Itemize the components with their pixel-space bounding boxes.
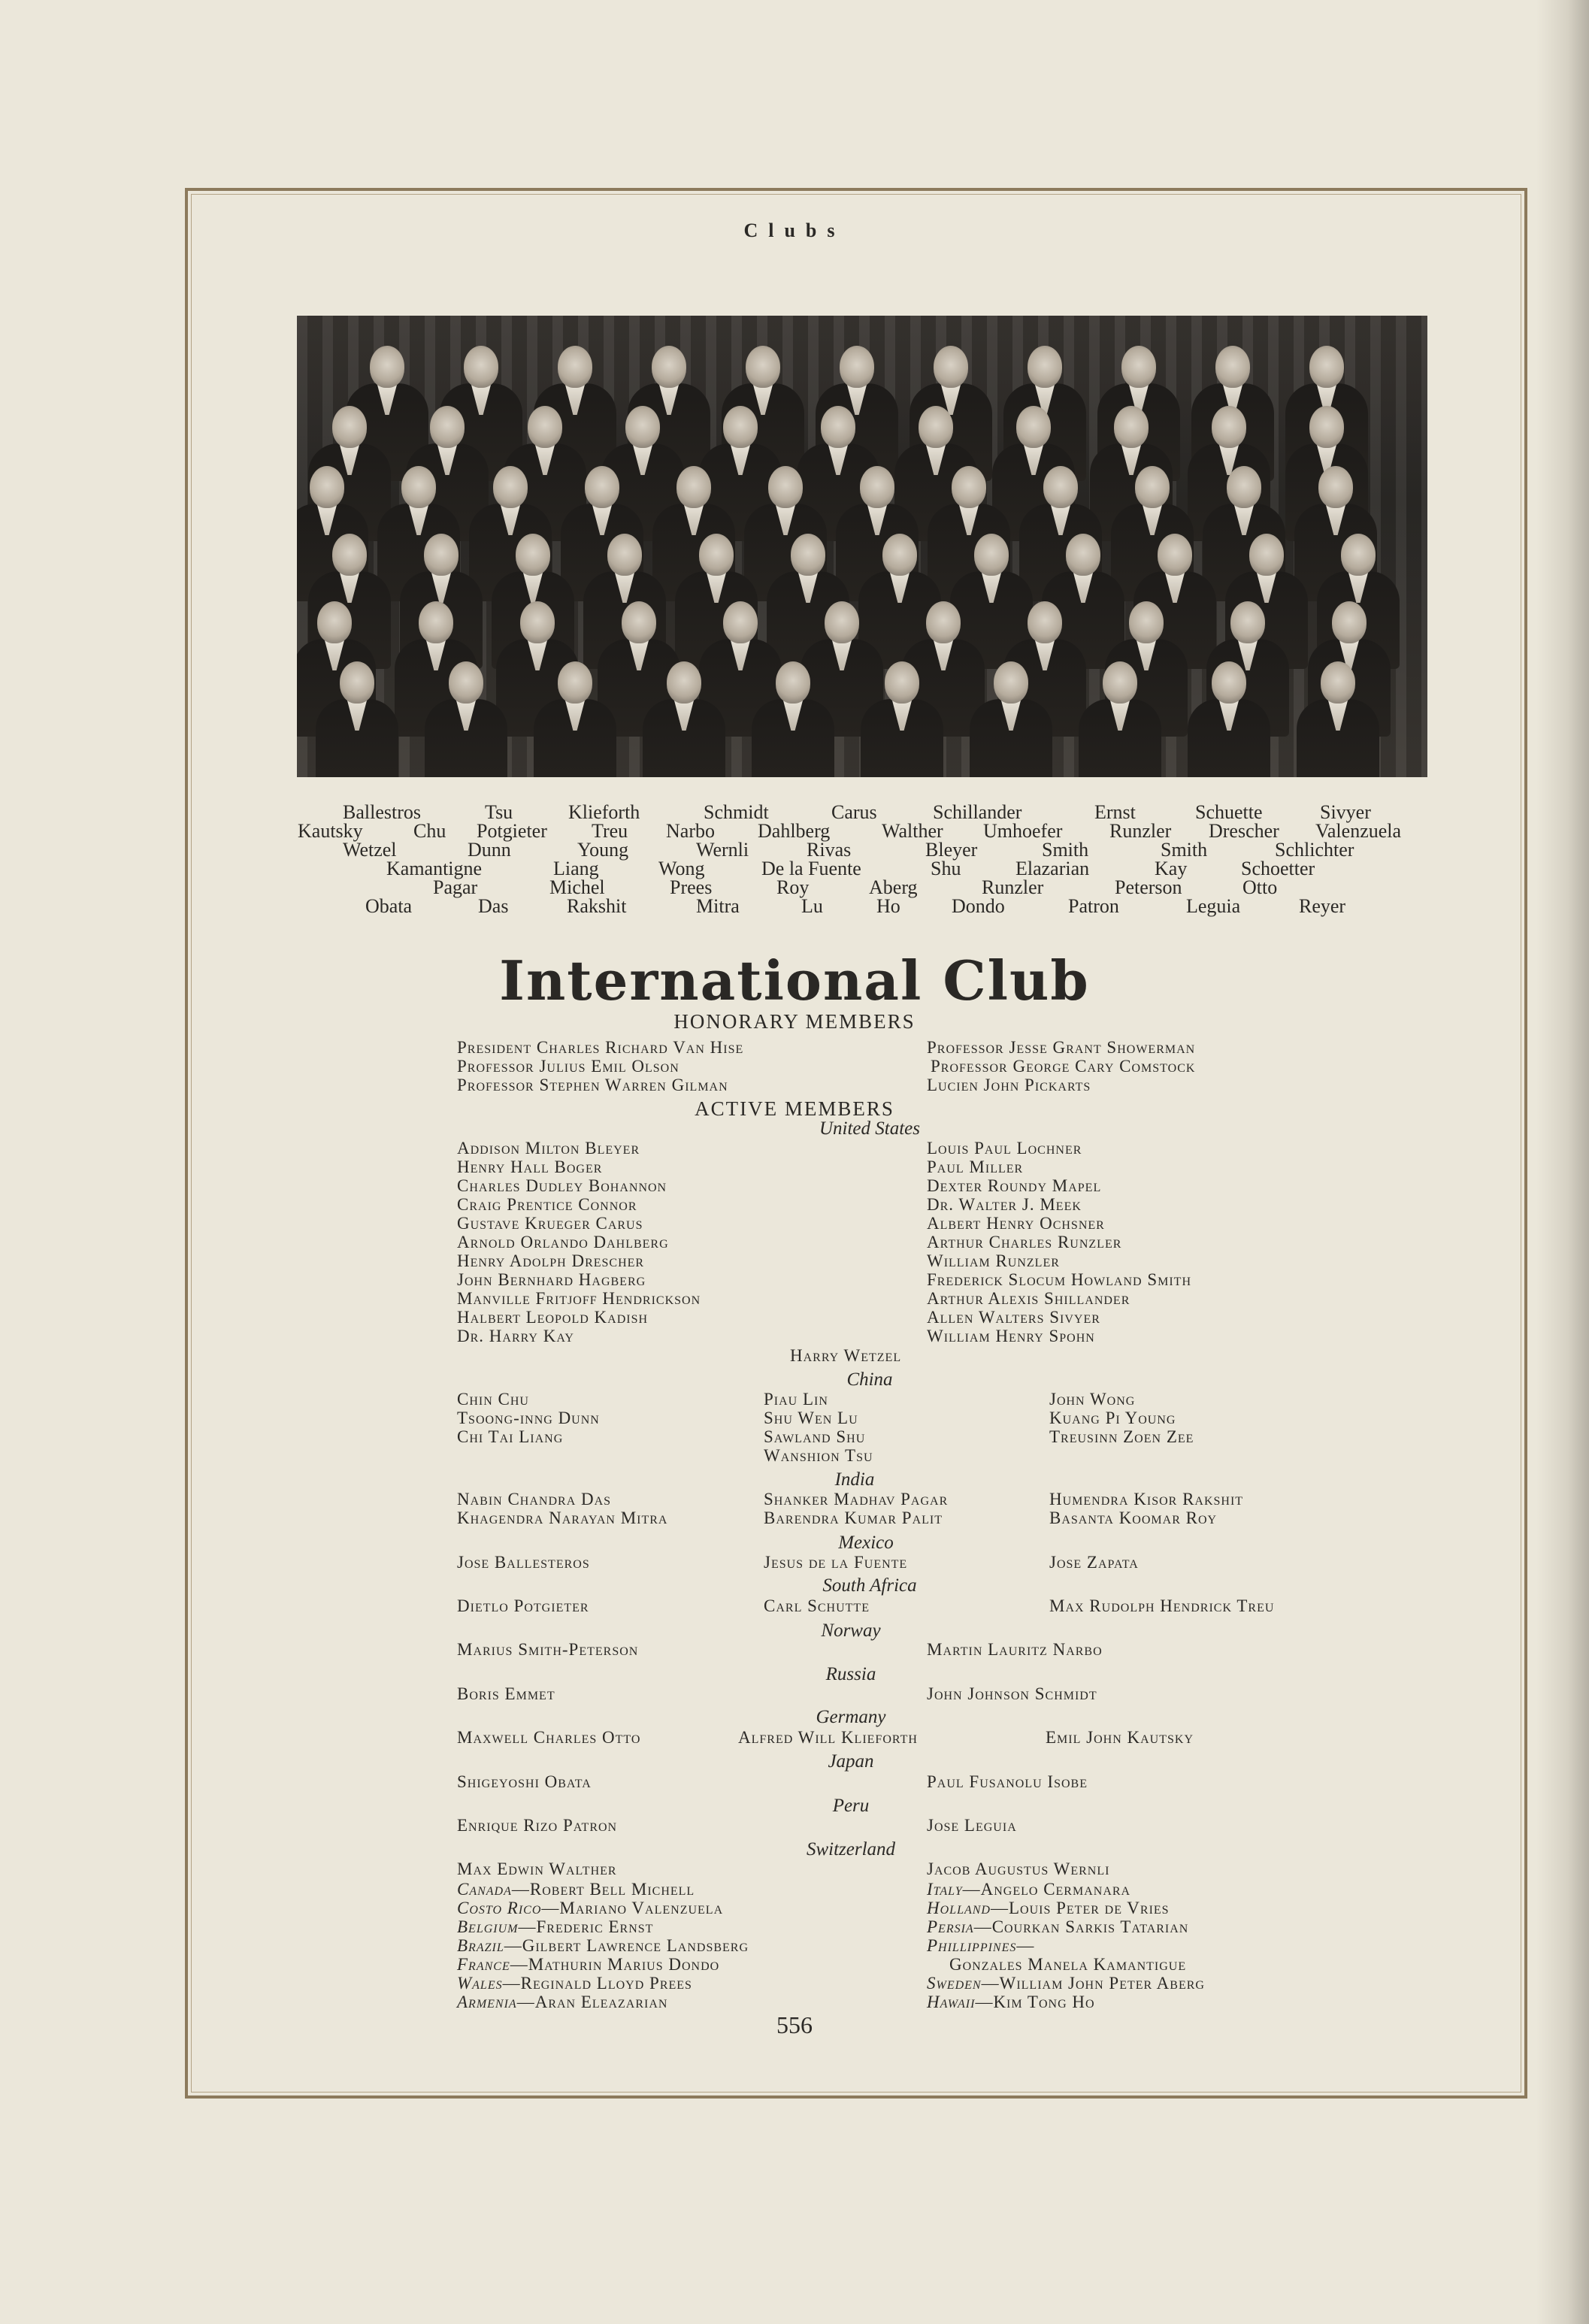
member-name: President Charles Richard Van Hise (457, 1038, 744, 1057)
caption-name: Sivyer (1320, 801, 1371, 823)
caption-name: Schlichter (1275, 839, 1354, 861)
person-head (1215, 346, 1250, 388)
person-figure (752, 661, 834, 777)
member-name: Tsoong-inng Dunn (457, 1409, 600, 1427)
caption-row-6 (0, 897, 1589, 916)
caption-name: Rivas (807, 839, 852, 861)
member-name: Manville Fritjoff Hendrickson (457, 1289, 701, 1308)
country-name: Costo Rico (457, 1899, 542, 1917)
caption-name: Ernst (1094, 801, 1136, 823)
caption-row-5 (0, 878, 1589, 897)
caption-name: Valenzuela (1315, 820, 1402, 842)
country-label: China (846, 1369, 893, 1390)
person-head (934, 346, 968, 388)
member-name: Dietlo Potgieter (457, 1596, 589, 1615)
member-name: Professor Jesse Grant Showerman (927, 1038, 1196, 1057)
dash: — (973, 1917, 992, 1936)
member-name: Aran Eleazarian (534, 1993, 668, 2011)
caption-name: Shu (931, 858, 961, 879)
person-head (974, 534, 1009, 576)
person-figure (1297, 661, 1379, 777)
country-name: Phillippines (927, 1936, 1017, 1955)
person-head (825, 601, 859, 643)
person-head (1129, 601, 1164, 643)
member-name: Gilbert Lawrence Landsberg (522, 1936, 749, 1955)
country-member-entry (457, 1974, 692, 1993)
member-name: Dr. Harry Kay (457, 1327, 574, 1345)
member-name: Carl Schutte (764, 1596, 870, 1615)
member-name: Paul Fusanolu Isobe (927, 1772, 1088, 1791)
person-head (776, 661, 810, 704)
dash: — (504, 1936, 522, 1955)
person-head (699, 534, 734, 576)
person-head (1321, 661, 1355, 704)
person-figure (425, 661, 507, 777)
person-head (821, 406, 855, 448)
active-members-heading: ACTIVE MEMBERS (695, 1097, 894, 1120)
caption-name: Otto (1242, 876, 1278, 898)
member-name: Professor George Cary Comstock (931, 1057, 1196, 1076)
person-head (332, 534, 367, 576)
member-name: Treusinn Zoen Zee (1049, 1427, 1194, 1446)
caption-name: Schoetter (1241, 858, 1315, 879)
dash: — (510, 1955, 528, 1974)
caption-name: Narbo (666, 820, 715, 842)
person-head (317, 601, 352, 643)
dash: — (511, 1880, 530, 1899)
person-head (464, 346, 498, 388)
caption-name: Prees (670, 876, 713, 898)
member-name: Charles Dudley Bohannon (457, 1176, 667, 1195)
person-head (919, 406, 953, 448)
member-name: Professor Julius Emil Olson (457, 1057, 679, 1076)
dash: — (516, 1993, 535, 2011)
country-label: Russia (825, 1664, 876, 1684)
person-head (332, 406, 367, 448)
person-head (430, 406, 465, 448)
caption-name: Walther (882, 820, 943, 842)
person-head (791, 534, 825, 576)
member-name: Lucien John Pickarts (927, 1076, 1091, 1094)
page-edge-shadow (1536, 0, 1589, 2324)
person-head (926, 601, 961, 643)
member-name: Allen Walters Sivyer (927, 1308, 1100, 1327)
member-name: John Bernhard Hagberg (457, 1270, 646, 1289)
member-name: Emil John Kautsky (1046, 1728, 1194, 1747)
person-head (885, 661, 919, 704)
person-head (667, 661, 701, 704)
caption-name: Patron (1068, 895, 1119, 917)
person-head (768, 466, 803, 508)
member-name: Shigeyoshi Obata (457, 1772, 592, 1791)
member-name: Barendra Kumar Palit (764, 1508, 943, 1527)
person-figure (1188, 661, 1270, 777)
person-head (1227, 466, 1261, 508)
caption-name: Umhoefer (983, 820, 1063, 842)
person-head (994, 661, 1028, 704)
country-name: Armenia (457, 1993, 517, 2011)
caption-name: Carus (831, 801, 877, 823)
caption-name: Runzler (1109, 820, 1172, 842)
person-head (585, 466, 619, 508)
country-label: United States (819, 1118, 920, 1139)
person-head (652, 346, 686, 388)
group-photograph (297, 316, 1427, 777)
dash: — (962, 1880, 981, 1899)
member-name: Jacob Augustus Wernli (927, 1860, 1110, 1878)
person-head (1249, 534, 1284, 576)
caption-name: Dunn (468, 839, 511, 861)
member-name: Arnold Orlando Dahlberg (457, 1233, 669, 1251)
person-head (860, 466, 894, 508)
country-member-entry (927, 1880, 1130, 1899)
caption-name: Drescher (1209, 820, 1279, 842)
member-name: Humendra Kisor Rakshit (1049, 1490, 1244, 1508)
member-name: Dr. Walter J. Meek (927, 1195, 1082, 1214)
caption-name: Smith (1042, 839, 1089, 861)
caption-name: Peterson (1115, 876, 1182, 898)
member-name: Chin Chu (457, 1390, 529, 1409)
country-label: Germany (816, 1707, 886, 1727)
member-name: Nabin Chandra Das (457, 1490, 612, 1508)
member-name: Wanshion Tsu (764, 1446, 873, 1465)
member-name: Jose Zapata (1049, 1553, 1139, 1572)
member-name: Max Rudolph Hendrick Treu (1049, 1596, 1275, 1615)
dash: — (975, 1993, 994, 2011)
caption-name: Aberg (869, 876, 918, 898)
person-head (1230, 601, 1265, 643)
caption-name: Dondo (952, 895, 1005, 917)
country-label: Switzerland (806, 1839, 896, 1860)
caption-name: Klieforth (568, 801, 640, 823)
person-head (516, 534, 550, 576)
country-member-entry (457, 1955, 719, 1974)
club-title: International Club (499, 949, 1090, 1012)
country-name: Holland (927, 1899, 991, 1917)
member-name: Maxwell Charles Otto (457, 1728, 641, 1747)
member-name: Angelo Cermanara (980, 1880, 1131, 1899)
member-name: Jose Ballesteros (457, 1553, 590, 1572)
member-name: Albert Henry Ochsner (927, 1214, 1105, 1233)
caption-name: Reyer (1299, 895, 1346, 917)
member-name: Jesus de la Fuente (764, 1553, 908, 1572)
country-label: South Africa (822, 1575, 917, 1596)
country-label: Peru (832, 1796, 870, 1816)
country-member-entry (927, 1993, 1095, 2012)
honorary-members-heading: HONORARY MEMBERS (673, 1010, 916, 1033)
country-label: Norway (821, 1620, 881, 1641)
member-name: Robert Bell Michell (529, 1880, 695, 1899)
person-head (1309, 346, 1344, 388)
country-member-entry (457, 1936, 749, 1956)
caption-name: Roy (776, 876, 810, 898)
member-name: Professor Stephen Warren Gilman (457, 1076, 728, 1094)
person-figure (643, 661, 725, 777)
person-head (840, 346, 874, 388)
member-name: Jose Leguia (927, 1816, 1017, 1835)
member-name: Khagendra Narayan Mitra (457, 1508, 668, 1527)
member-name: Kim Tong Ho (993, 1993, 1095, 2011)
person-head (882, 534, 917, 576)
caption-name: Potgieter (477, 820, 547, 842)
person-head (1121, 346, 1156, 388)
person-head (1066, 534, 1100, 576)
person-head (1318, 466, 1353, 508)
country-name: Hawaii (927, 1993, 976, 2011)
member-name: Louis Paul Lochner (927, 1139, 1082, 1157)
person-head (607, 534, 642, 576)
person-head (723, 601, 758, 643)
person-head (676, 466, 711, 508)
person-head (401, 466, 436, 508)
person-head (528, 406, 562, 448)
member-name: Martin Lauritz Narbo (927, 1640, 1103, 1659)
member-name: Max Edwin Walther (457, 1860, 617, 1878)
member-name: Craig Prentice Connor (457, 1195, 637, 1214)
member-name: Paul Miller (927, 1157, 1024, 1176)
person-figure (970, 661, 1052, 777)
member-name: Kuang Pi Young (1049, 1409, 1176, 1427)
caption-name: Dahlberg (758, 820, 831, 842)
caption-name: Ho (876, 895, 900, 917)
person-head (1332, 601, 1367, 643)
member-name: Chi Tai Liang (457, 1427, 564, 1446)
dash: — (1016, 1936, 1035, 1955)
member-name: Addison Milton Bleyer (457, 1139, 640, 1157)
member-name: William John Peter Aberg (999, 1974, 1205, 1993)
country-member-entry (457, 1993, 667, 2012)
person-head (1103, 661, 1137, 704)
caption-name: Schillander (933, 801, 1022, 823)
person-figure (534, 661, 616, 777)
member-name: Henry Hall Boger (457, 1157, 603, 1176)
person-head (952, 466, 986, 508)
country-label: Japan (828, 1751, 874, 1772)
person-head (340, 661, 374, 704)
member-name: Basanta Koomar Roy (1049, 1508, 1218, 1527)
member-name: John Johnson Schmidt (927, 1684, 1097, 1703)
person-figure (861, 661, 943, 777)
member-name: Boris Emmet (457, 1684, 555, 1703)
member-name: Frederic Ernst (536, 1917, 654, 1936)
person-head (1212, 661, 1246, 704)
member-name: William Runzler (927, 1251, 1060, 1270)
person-head (1043, 466, 1078, 508)
caption-name: Tsu (485, 801, 513, 823)
caption-name: Mitra (696, 895, 740, 917)
person-head (558, 661, 592, 704)
member-name: William Henry Spohn (927, 1327, 1095, 1345)
dash: — (541, 1899, 560, 1917)
caption-name: Runzler (982, 876, 1044, 898)
person-head (1028, 346, 1062, 388)
country-name: France (457, 1955, 510, 1974)
caption-name: Michel (549, 876, 605, 898)
member-name: Marius Smith-Peterson (457, 1640, 639, 1659)
person-head (493, 466, 528, 508)
caption-name: Wernli (696, 839, 749, 861)
caption-name: Treu (592, 820, 628, 842)
caption-name: Obata (365, 895, 413, 917)
person-head (1028, 601, 1062, 643)
country-member-entry (457, 1880, 695, 1899)
member-name: Courkan Sarkis Tatarian (991, 1917, 1189, 1936)
person-head (558, 346, 592, 388)
country-name: Persia (927, 1917, 974, 1936)
country-member-entry (457, 1917, 653, 1937)
caption-name: Das (478, 895, 509, 917)
caption-name: Ballestros (343, 801, 421, 823)
member-name: Sawland Shu (764, 1427, 866, 1446)
country-member-entry (457, 1899, 723, 1918)
caption-name: Wong (658, 858, 705, 879)
person-head (424, 534, 459, 576)
country-name: Wales (457, 1974, 503, 1993)
caption-name: Wetzel (343, 839, 397, 861)
member-name: John Wong (1049, 1390, 1136, 1409)
caption-name: Smith (1161, 839, 1208, 861)
country-member-entry (927, 1917, 1188, 1937)
member-name: Enrique Rizo Patron (457, 1816, 618, 1835)
person-head (625, 406, 660, 448)
dash: — (518, 1917, 537, 1936)
person-head (1309, 406, 1344, 448)
member-name: Arthur Alexis Shillander (927, 1289, 1130, 1308)
caption-name: Liang (553, 858, 599, 879)
country-name: Brazil (457, 1936, 504, 1955)
caption-name: Kautsky (298, 820, 363, 842)
caption-name: Schuette (1195, 801, 1263, 823)
country-member-entry (927, 1936, 1034, 1956)
country-member-entry (949, 1955, 1186, 1974)
person-head (449, 661, 483, 704)
caption-name: De la Fuente (761, 858, 861, 879)
member-name: Mathurin Marius Dondo (528, 1955, 720, 1974)
country-member-entry (927, 1974, 1205, 1993)
country-name: Canada (457, 1880, 512, 1899)
person-head (1016, 406, 1051, 448)
member-name: Henry Adolph Drescher (457, 1251, 645, 1270)
person-head (1135, 466, 1170, 508)
person-head (419, 601, 453, 643)
member-name: Arthur Charles Runzler (927, 1233, 1122, 1251)
person-head (520, 601, 555, 643)
person-head (310, 466, 344, 508)
person-head (370, 346, 404, 388)
caption-name: Bleyer (925, 839, 978, 861)
country-member-entry (927, 1899, 1170, 1918)
page-number: 556 (776, 2011, 813, 2038)
person-figure (316, 661, 398, 777)
member-name: Mariano Valenzuela (559, 1899, 724, 1917)
country-name: Sweden (927, 1974, 982, 1993)
member-name: Gonzales Manela Kamantigue (949, 1955, 1187, 1974)
member-name: Piau Lin (764, 1390, 828, 1409)
person-head (723, 406, 758, 448)
person-head (746, 346, 780, 388)
member-name: Reginald Lloyd Prees (520, 1974, 692, 1993)
member-name: Shanker Madhav Pagar (764, 1490, 949, 1508)
person-head (622, 601, 656, 643)
caption-name: Kamantigne (386, 858, 483, 879)
caption-name: Leguia (1186, 895, 1241, 917)
person-head (1341, 534, 1376, 576)
person-head (1114, 406, 1149, 448)
caption-name: Young (577, 839, 629, 861)
member-name: Dexter Roundy Mapel (927, 1176, 1102, 1195)
running-header: Clubs (743, 219, 846, 241)
country-label: India (834, 1469, 875, 1490)
member-name: Frederick Slocum Howland Smith (927, 1270, 1191, 1289)
member-name: Halbert Leopold Kadish (457, 1308, 649, 1327)
dash: — (990, 1899, 1009, 1917)
member-name: Gustave Krueger Carus (457, 1214, 643, 1233)
dash: — (502, 1974, 521, 1993)
person-figure (1079, 661, 1161, 777)
country-name: Italy (927, 1880, 963, 1899)
caption-name: Kay (1155, 858, 1188, 879)
member-name: Shu Wen Lu (764, 1409, 858, 1427)
country-label: Mexico (838, 1533, 894, 1553)
caption-name: Lu (801, 895, 823, 917)
member-name: Louis Peter de Vries (1008, 1899, 1170, 1917)
caption-name: Elazarian (1015, 858, 1090, 879)
dash: — (981, 1974, 1000, 1993)
person-head (1158, 534, 1192, 576)
person-head (1212, 406, 1246, 448)
country-name: Belgium (457, 1917, 519, 1936)
caption-name: Rakshit (567, 895, 627, 917)
member-name: Harry Wetzel (790, 1346, 902, 1365)
caption-name: Chu (413, 820, 446, 842)
caption-name: Schmidt (704, 801, 769, 823)
caption-name: Pagar (433, 876, 478, 898)
member-name: Alfred Will Klieforth (738, 1728, 918, 1747)
